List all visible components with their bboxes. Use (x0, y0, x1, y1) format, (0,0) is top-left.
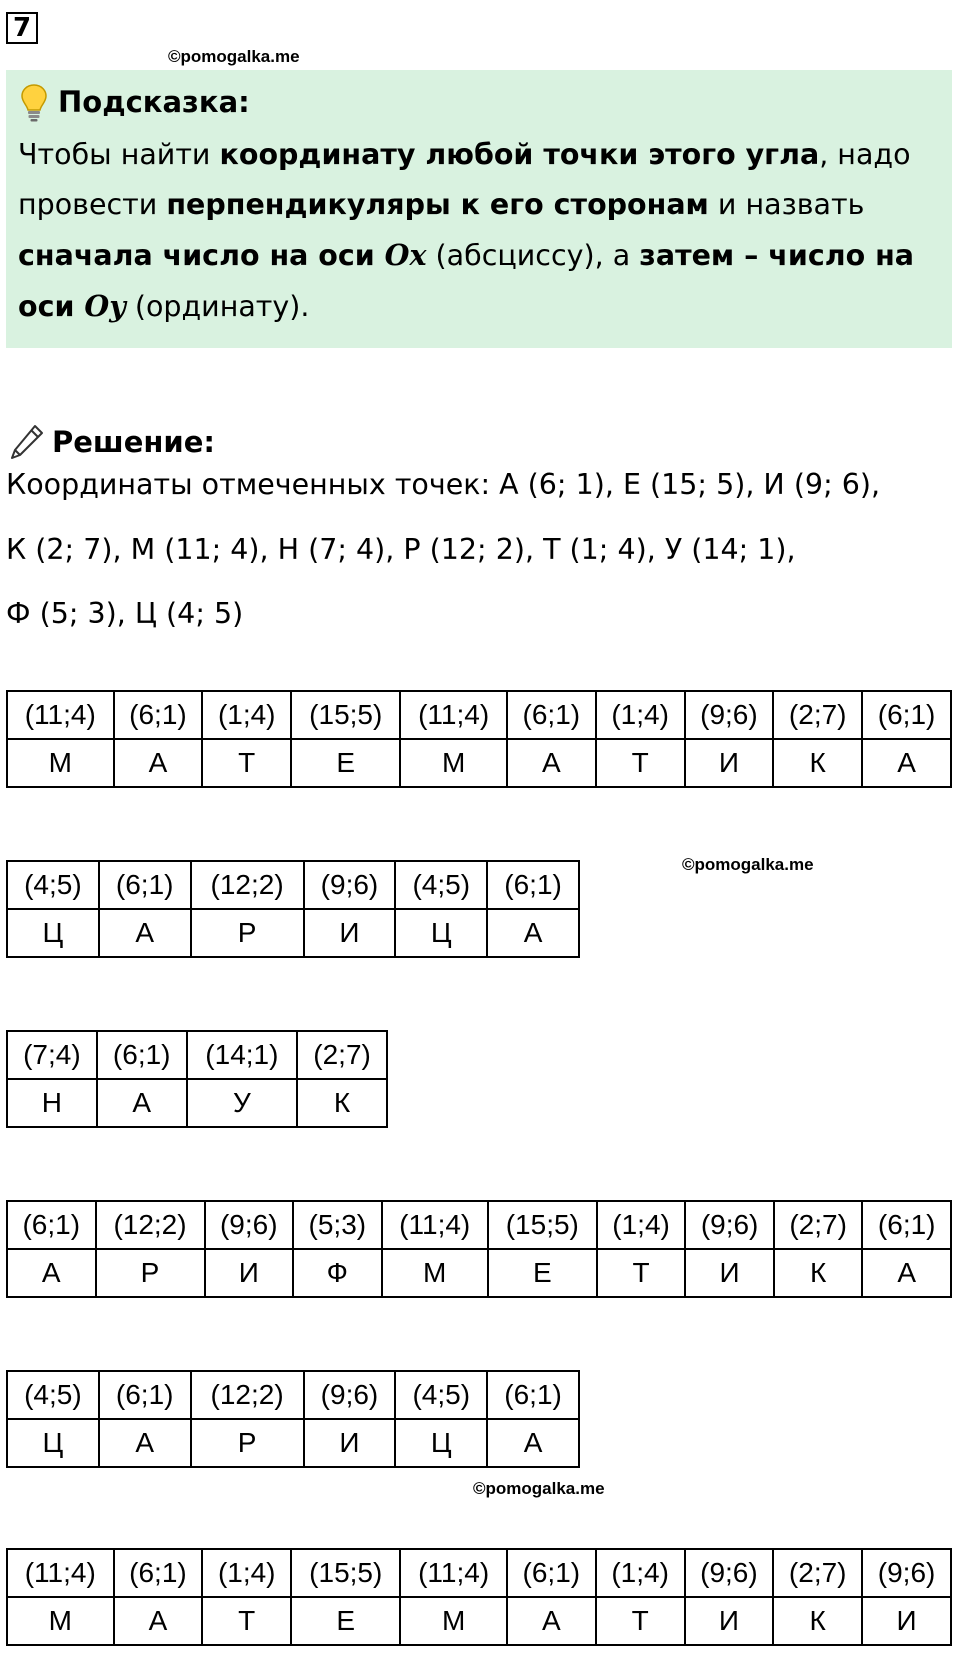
coord-cell: (11;4) (400, 1549, 507, 1597)
coord-cell: (6;1) (487, 861, 579, 909)
watermark: ©pomogalka.me (473, 1479, 605, 1498)
letter-cell: Т (596, 739, 685, 787)
letter-cell: К (773, 739, 862, 787)
letter-cell: А (507, 739, 596, 787)
coord-cell: (15;5) (291, 691, 400, 739)
coord-cell: (6;1) (507, 691, 596, 739)
letter-cell: Т (202, 739, 291, 787)
letter-cell: И (685, 739, 774, 787)
letter-cell: М (7, 739, 114, 787)
letter-cell: Е (291, 739, 400, 787)
coords-row (7, 1201, 951, 1249)
coord-cell: (1;4) (596, 691, 685, 739)
hint-text-part: (абсциссу), а (426, 239, 640, 272)
letter-cell: А (507, 1597, 596, 1645)
hint-text-part: , надо (819, 138, 911, 171)
letter-cell: А (99, 1419, 191, 1467)
letter-cell: А (7, 1249, 96, 1297)
hint-text-part: (ординату). (125, 290, 310, 323)
coord-cell: (9;6) (304, 1371, 396, 1419)
letter-cell: И (304, 909, 396, 957)
coord-cell: (1;4) (597, 1201, 686, 1249)
letter-cell: К (297, 1079, 387, 1127)
coord-cell: (9;6) (685, 1201, 774, 1249)
coord-cell: (9;6) (304, 861, 396, 909)
coord-cell: (12;2) (96, 1201, 205, 1249)
letters-row (7, 739, 951, 787)
coord-cell: (9;6) (685, 691, 774, 739)
coord-cell: (2;7) (773, 691, 862, 739)
letter-cell: К (773, 1597, 862, 1645)
pencil-icon (8, 422, 46, 462)
answer-table-1 (6, 690, 952, 788)
answer-table-5 (6, 1370, 580, 1468)
coord-cell: (6;1) (862, 1201, 951, 1249)
coord-cell: (6;1) (114, 1549, 203, 1597)
letter-cell: Ц (7, 1419, 99, 1467)
letter-cell: Т (202, 1597, 291, 1645)
letter-cell: А (99, 909, 191, 957)
hint-text-part: провести (18, 188, 167, 221)
letter-cell: Р (191, 909, 304, 957)
letter-cell: А (114, 1597, 203, 1645)
letter-cell: М (400, 1597, 507, 1645)
solution-header (8, 420, 215, 464)
letters-row (7, 1079, 387, 1127)
letter-cell: Р (191, 1419, 304, 1467)
coord-cell: (2;7) (774, 1201, 863, 1249)
hint-title: Подсказка: (58, 85, 250, 119)
coord-cell: (14;1) (187, 1031, 298, 1079)
letter-cell: М (400, 739, 507, 787)
coord-cell: (11;4) (400, 691, 507, 739)
letter-cell: А (114, 739, 203, 787)
coord-cell: (6;1) (99, 861, 191, 909)
hint-text-part: и назвать (708, 188, 865, 221)
coords-line-2: К (2; 7), М (11; 4), Н (7; 4), Р (12; 2), Т (1; 4), У (14; 1), (6, 533, 796, 566)
coord-cell: (1;4) (202, 691, 291, 739)
coord-cell: (7;4) (7, 1031, 97, 1079)
hint-bold-part: оси (18, 290, 85, 323)
coord-cell: (6;1) (487, 1371, 579, 1419)
coord-cell: (6;1) (114, 691, 203, 739)
coord-cell: (12;2) (191, 1371, 304, 1419)
coord-cell: (5;3) (293, 1201, 382, 1249)
coord-cell: (4;5) (395, 861, 487, 909)
coord-cell: (9;6) (685, 1549, 774, 1597)
letter-cell: И (685, 1597, 774, 1645)
answer-table-4 (6, 1200, 952, 1298)
coords-row (7, 861, 579, 909)
coord-cell: (2;7) (297, 1031, 387, 1079)
coords-row (7, 1371, 579, 1419)
letters-row (7, 909, 579, 957)
coords-line-1: Координаты отмеченных точек: А (6; 1), Е (15; 5), И (9; 6), (6, 468, 881, 501)
letter-cell: Т (596, 1597, 685, 1645)
coord-cell: (4;5) (395, 1371, 487, 1419)
axis-variable: Ox (384, 238, 427, 272)
coords-row (7, 1031, 387, 1079)
coord-cell: (11;4) (382, 1201, 488, 1249)
letter-cell: А (487, 1419, 579, 1467)
watermark: ©pomogalka.me (168, 47, 300, 66)
answer-table-3 (6, 1030, 388, 1128)
coord-cell: (9;6) (205, 1201, 294, 1249)
letter-cell: Н (7, 1079, 97, 1127)
letter-cell: И (862, 1597, 951, 1645)
letter-cell: И (205, 1249, 294, 1297)
hint-line-2 (18, 180, 940, 230)
hint-line-1 (18, 130, 940, 180)
coord-cell: (1;4) (202, 1549, 291, 1597)
letters-row (7, 1597, 951, 1645)
letter-cell: Ц (395, 909, 487, 957)
letters-row (7, 1419, 579, 1467)
letter-cell: А (487, 909, 579, 957)
hint-text (18, 130, 952, 332)
axis-variable: Oy (84, 289, 126, 323)
coord-cell: (6;1) (99, 1371, 191, 1419)
coord-cell: (12;2) (191, 861, 304, 909)
answer-table-6 (6, 1548, 952, 1646)
coord-cell: (6;1) (862, 691, 951, 739)
hint-bold-part: сначала число на оси (18, 239, 385, 272)
letter-cell: У (187, 1079, 298, 1127)
task-number: 7 (6, 12, 38, 44)
letter-cell: Ц (395, 1419, 487, 1467)
letter-cell: А (97, 1079, 187, 1127)
letter-cell: Ф (293, 1249, 382, 1297)
hint-text-part: Чтобы найти (18, 138, 220, 171)
coord-cell: (2;7) (773, 1549, 862, 1597)
letter-cell: Е (488, 1249, 597, 1297)
coord-cell: (6;1) (97, 1031, 187, 1079)
hint-line-4 (18, 281, 940, 332)
answer-table-2 (6, 860, 580, 958)
letter-cell: А (862, 1249, 951, 1297)
letter-cell: К (774, 1249, 863, 1297)
coords-line-3: Ф (5; 3), Ц (4; 5) (6, 597, 244, 630)
coord-cell: (11;4) (7, 1549, 114, 1597)
coord-cell: (11;4) (7, 691, 114, 739)
coords-row (7, 1549, 951, 1597)
hint-header (18, 80, 952, 124)
letter-cell: М (7, 1597, 114, 1645)
coords-row (7, 691, 951, 739)
hint-line-3 (18, 230, 940, 281)
letter-cell: И (685, 1249, 774, 1297)
hint-bold-part: затем – число на (639, 239, 915, 272)
letters-row (7, 1249, 951, 1297)
hint-bold-part: перпендикуляры к его сторонам (166, 188, 709, 221)
coord-cell: (6;1) (507, 1549, 596, 1597)
letter-cell: Р (96, 1249, 205, 1297)
hint-bold-part: координату любой точки этого угла (219, 138, 820, 171)
hint-box (6, 70, 952, 348)
letter-cell: Е (291, 1597, 400, 1645)
letter-cell: Т (597, 1249, 686, 1297)
letter-cell: Ц (7, 909, 99, 957)
lightbulb-icon (18, 82, 50, 122)
coord-cell: (1;4) (596, 1549, 685, 1597)
solution-title: Решение: (52, 425, 216, 459)
coord-cell: (15;5) (291, 1549, 400, 1597)
coord-cell: (6;1) (7, 1201, 96, 1249)
watermark: ©pomogalka.me (682, 855, 814, 874)
letter-cell: А (862, 739, 951, 787)
coord-cell: (4;5) (7, 861, 99, 909)
coord-cell: (4;5) (7, 1371, 99, 1419)
letter-cell: И (304, 1419, 396, 1467)
coord-cell: (15;5) (488, 1201, 597, 1249)
coord-cell: (9;6) (862, 1549, 951, 1597)
letter-cell: М (382, 1249, 488, 1297)
